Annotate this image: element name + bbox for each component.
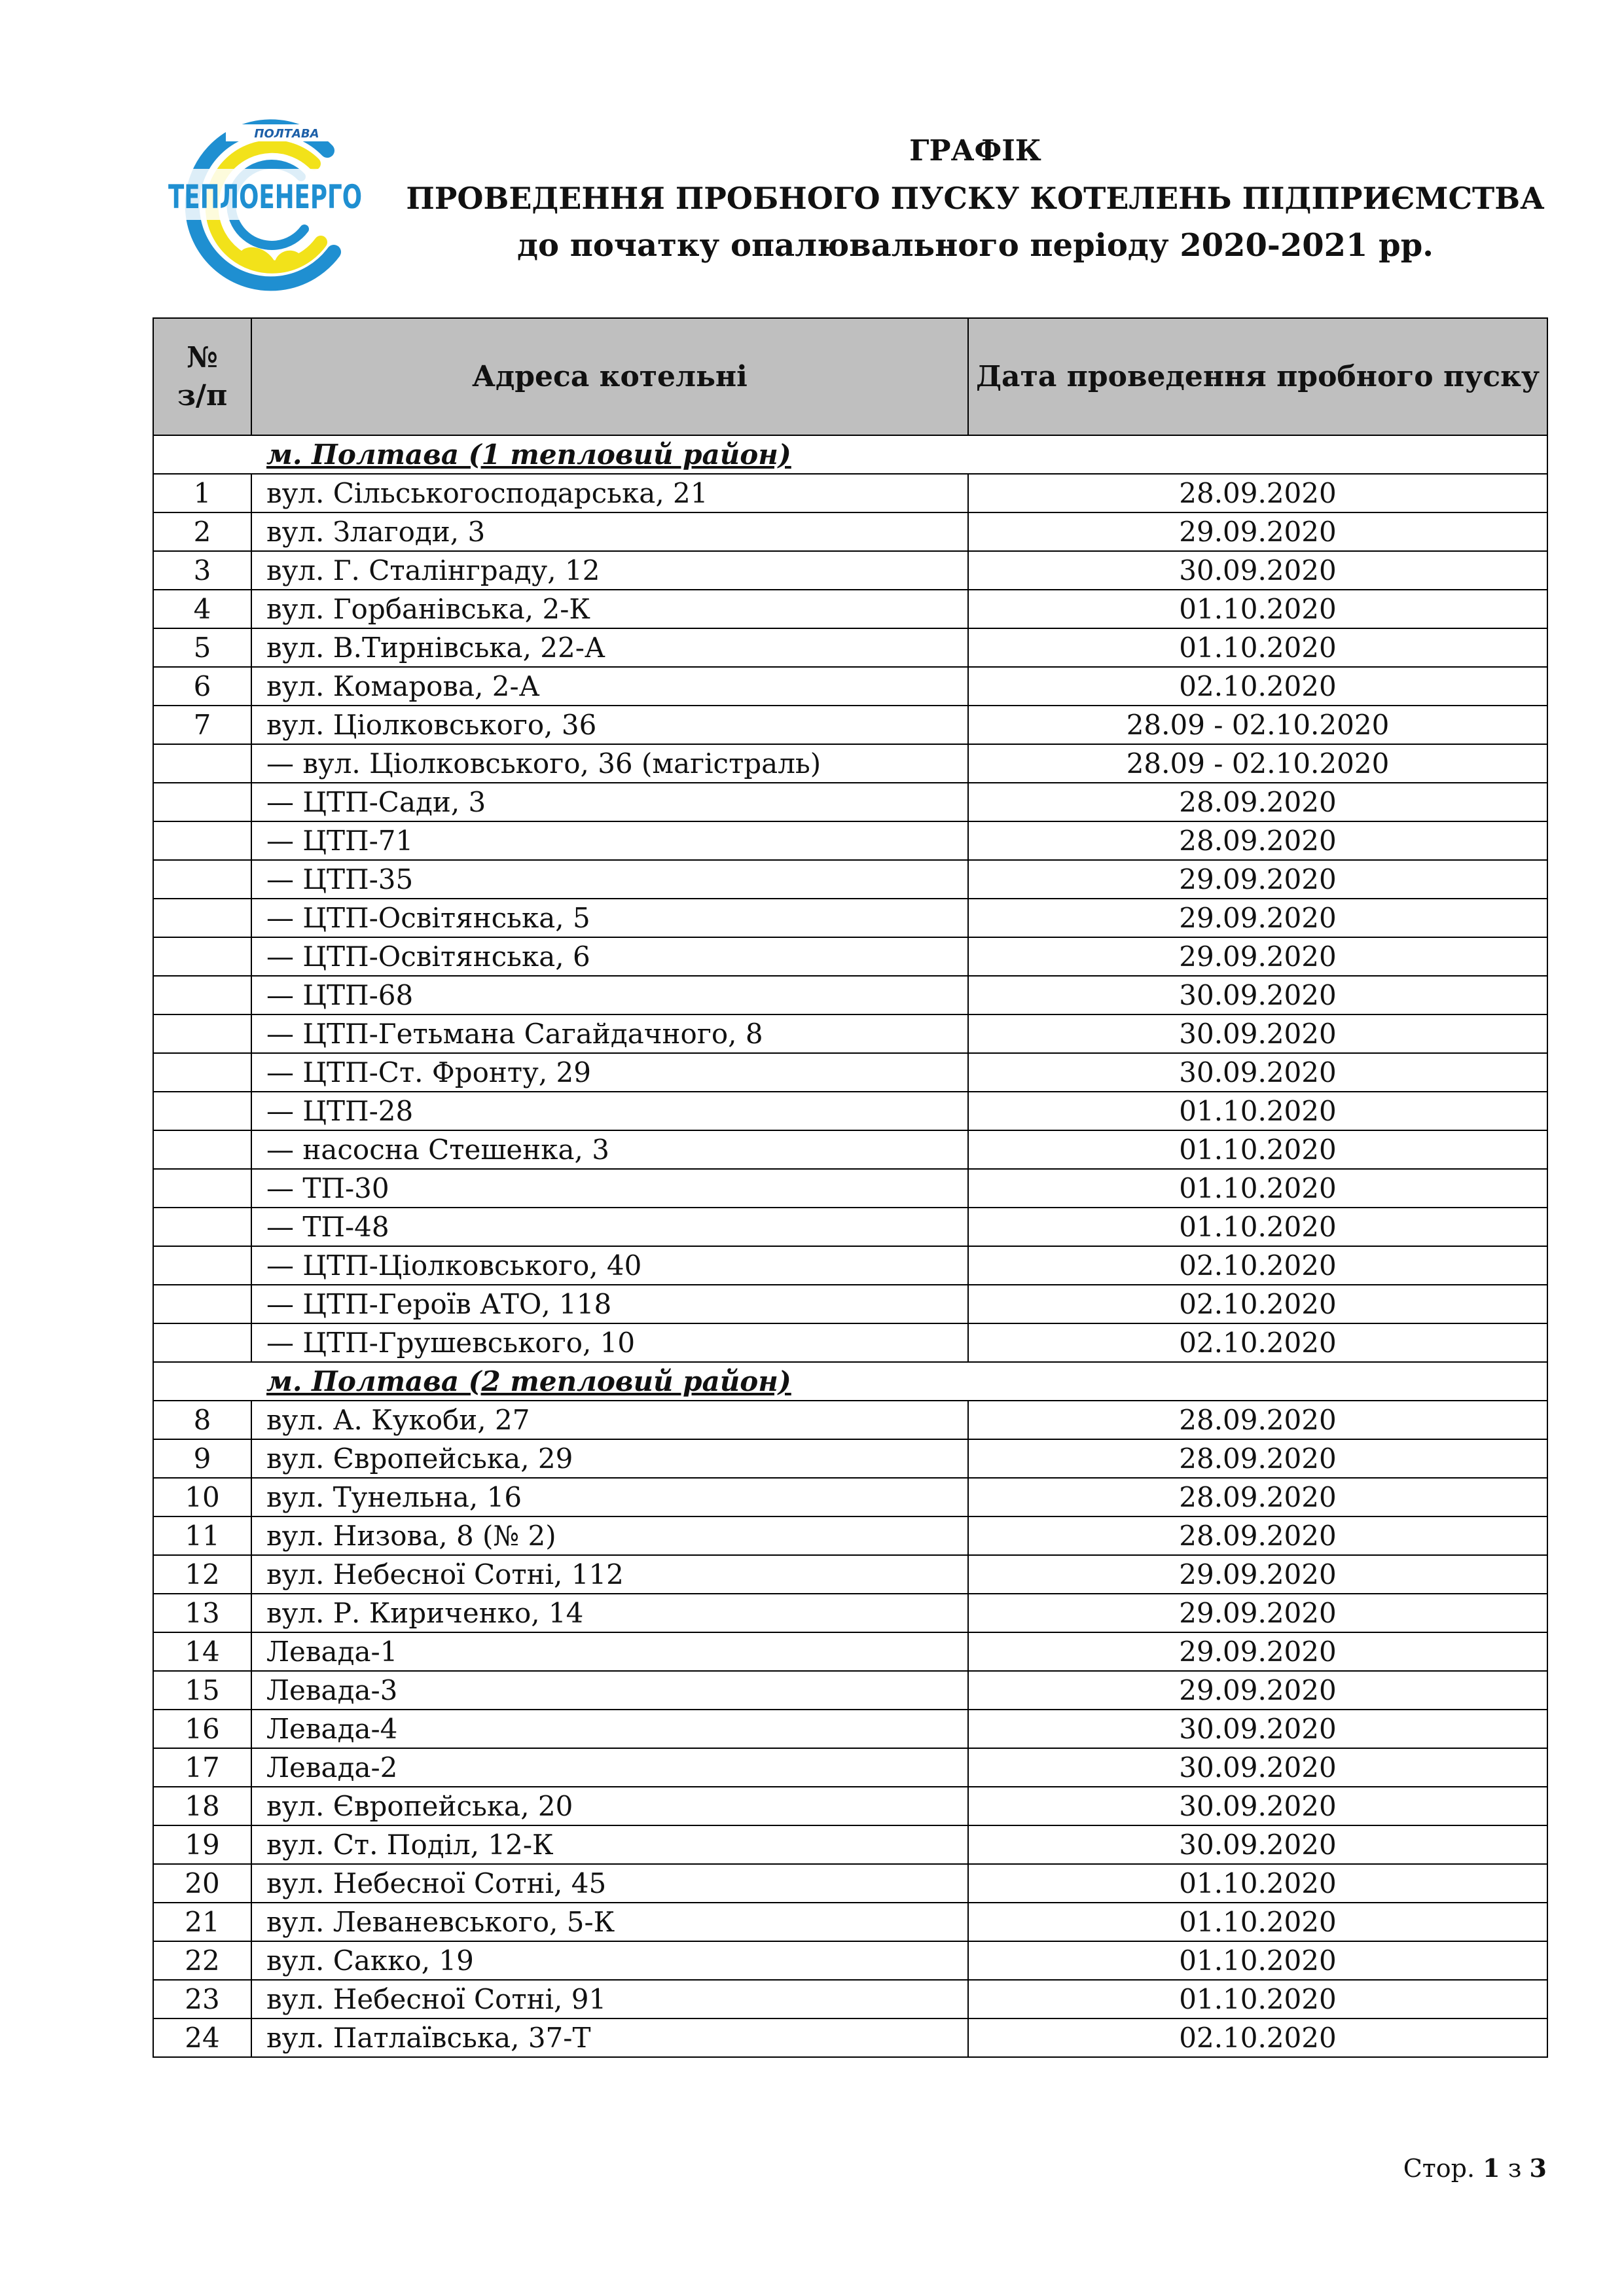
- table-row: [153, 1787, 1547, 1825]
- table-row: [153, 1208, 1547, 1246]
- row-number: 2: [153, 512, 251, 551]
- row-number: [153, 783, 251, 821]
- row-address: вул. Горбанівська, 2-К: [251, 590, 968, 628]
- row-date: 02.10.2020: [968, 1246, 1547, 1285]
- row-address: вул. Леваневського, 5-К: [251, 1903, 968, 1941]
- header-date: Дата проведення пробного пуску: [968, 318, 1547, 435]
- row-date: 01.10.2020: [968, 628, 1547, 667]
- row-address: вул. Європейська, 20: [251, 1787, 968, 1825]
- row-address: вул. Сільськогосподарська, 21: [251, 474, 968, 512]
- row-number: 23: [153, 1980, 251, 2018]
- row-number: 15: [153, 1671, 251, 1710]
- row-address: вул. В.Тирнівська, 22-А: [251, 628, 968, 667]
- table-row: [153, 1710, 1547, 1748]
- row-address: — ЦТП-Освітянська, 6: [251, 937, 968, 976]
- table-row: [153, 1130, 1547, 1169]
- table-row: [153, 706, 1547, 744]
- row-number: 18: [153, 1787, 251, 1825]
- table-row: [153, 512, 1547, 551]
- row-date: 28.09.2020: [968, 1439, 1547, 1478]
- table-row: [153, 899, 1547, 937]
- row-date: 01.10.2020: [968, 1169, 1547, 1208]
- table-row: [153, 551, 1547, 590]
- row-address: — ЦТП-Героїв АТО, 118: [251, 1285, 968, 1323]
- row-address: вул. Небесної Сотні, 45: [251, 1864, 968, 1903]
- row-date: 02.10.2020: [968, 1285, 1547, 1323]
- district-row: [153, 435, 1547, 474]
- table-row: [153, 474, 1547, 512]
- row-number: 7: [153, 706, 251, 744]
- row-date: 30.09.2020: [968, 1748, 1547, 1787]
- header-number: № з/п: [153, 318, 251, 435]
- table-row: [153, 1748, 1547, 1787]
- row-number: 9: [153, 1439, 251, 1478]
- document-title: [393, 128, 1558, 269]
- row-number: [153, 1130, 251, 1169]
- row-address: вул. Сакко, 19: [251, 1941, 968, 1980]
- table-header-row: [153, 318, 1547, 435]
- row-number: [153, 1246, 251, 1285]
- row-address: Левада-1: [251, 1632, 968, 1671]
- row-address: — ТП-30: [251, 1169, 968, 1208]
- row-number: [153, 1208, 251, 1246]
- table-row: [153, 1671, 1547, 1710]
- row-date: 28.09.2020: [968, 783, 1547, 821]
- table-row: [153, 628, 1547, 667]
- row-number: 17: [153, 1748, 251, 1787]
- district-heading: м. Полтава (1 тепловий район): [153, 435, 1547, 474]
- row-date: 01.10.2020: [968, 1208, 1547, 1246]
- row-date: 02.10.2020: [968, 2018, 1547, 2057]
- logo-main-text: ТЕПЛОЕНЕРГО: [168, 178, 362, 216]
- row-address: — ЦТП-Гетьмана Сагайдачного, 8: [251, 1014, 968, 1053]
- table-row: [153, 1439, 1547, 1478]
- table-row: [153, 1014, 1547, 1053]
- row-address: — ЦТП-Ціолковського, 40: [251, 1246, 968, 1285]
- row-number: 16: [153, 1710, 251, 1748]
- row-date: 30.09.2020: [968, 1787, 1547, 1825]
- row-address: вул. Небесної Сотні, 112: [251, 1555, 968, 1594]
- row-number: 8: [153, 1401, 251, 1439]
- row-date: 29.09.2020: [968, 1632, 1547, 1671]
- schedule-table: [153, 317, 1548, 2058]
- table-row: [153, 860, 1547, 899]
- table-body: [153, 435, 1547, 2057]
- row-number: 19: [153, 1825, 251, 1864]
- row-date: 30.09.2020: [968, 976, 1547, 1014]
- row-date: 30.09.2020: [968, 1014, 1547, 1053]
- row-number: 20: [153, 1864, 251, 1903]
- title-line-3: до початку опалювального періоду 2020-2021 рр.: [517, 227, 1434, 264]
- row-date: 29.09.2020: [968, 899, 1547, 937]
- row-address: вул. Ціолковського, 36: [251, 706, 968, 744]
- table-row: [153, 1092, 1547, 1130]
- header-address: Адреса котельні: [251, 318, 968, 435]
- row-address: Левада-2: [251, 1748, 968, 1787]
- row-address: — ЦТП-71: [251, 821, 968, 860]
- row-address: вул. Г. Сталінграду, 12: [251, 551, 968, 590]
- table-row: [153, 1169, 1547, 1208]
- table-row: [153, 667, 1547, 706]
- table-row: [153, 1825, 1547, 1864]
- table-row: [153, 1053, 1547, 1092]
- row-address: вул. А. Кукоби, 27: [251, 1401, 968, 1439]
- row-address: вул. Комарова, 2-А: [251, 667, 968, 706]
- table-row: [153, 1980, 1547, 2018]
- row-address: Левада-4: [251, 1710, 968, 1748]
- row-date: 29.09.2020: [968, 1555, 1547, 1594]
- table-row: [153, 1632, 1547, 1671]
- table-row: [153, 2018, 1547, 2057]
- row-date: 01.10.2020: [968, 1864, 1547, 1903]
- title-line-1: ГРАФІК: [909, 134, 1041, 168]
- company-logo: [164, 111, 367, 288]
- row-number: [153, 899, 251, 937]
- row-address: — вул. Ціолковського, 36 (магістраль): [251, 744, 968, 783]
- row-number: 21: [153, 1903, 251, 1941]
- row-address: вул. Патлаївська, 37-Т: [251, 2018, 968, 2057]
- table-row: [153, 821, 1547, 860]
- table-row: [153, 1246, 1547, 1285]
- row-number: 24: [153, 2018, 251, 2057]
- table-row: [153, 937, 1547, 976]
- row-address: — ЦТП-35: [251, 860, 968, 899]
- row-address: Левада-3: [251, 1671, 968, 1710]
- row-address: вул. Ст. Поділ, 12-К: [251, 1825, 968, 1864]
- row-number: [153, 976, 251, 1014]
- logo-small-text: ПОЛТАВА: [254, 127, 319, 141]
- row-address: — ЦТП-Грушевського, 10: [251, 1323, 968, 1362]
- row-date: 28.09.2020: [968, 821, 1547, 860]
- row-date: 01.10.2020: [968, 1903, 1547, 1941]
- row-date: 30.09.2020: [968, 1710, 1547, 1748]
- row-date: 02.10.2020: [968, 1323, 1547, 1362]
- table-row: [153, 744, 1547, 783]
- row-date: 01.10.2020: [968, 1092, 1547, 1130]
- row-number: 14: [153, 1632, 251, 1671]
- row-number: [153, 860, 251, 899]
- row-number: 1: [153, 474, 251, 512]
- row-address: вул. Тунельна, 16: [251, 1478, 968, 1516]
- table-row: [153, 1478, 1547, 1516]
- row-number: 5: [153, 628, 251, 667]
- row-date: 28.09.2020: [968, 474, 1547, 512]
- row-number: [153, 744, 251, 783]
- row-date: 29.09.2020: [968, 1594, 1547, 1632]
- table-row: [153, 590, 1547, 628]
- row-date: 29.09.2020: [968, 1671, 1547, 1710]
- table-row: [153, 1285, 1547, 1323]
- row-date: 29.09.2020: [968, 860, 1547, 899]
- table-row: [153, 1323, 1547, 1362]
- row-date: 28.09.2020: [968, 1401, 1547, 1439]
- row-number: [153, 1169, 251, 1208]
- district-heading: м. Полтава (2 тепловий район): [153, 1362, 1547, 1401]
- row-date: 28.09 - 02.10.2020: [968, 706, 1547, 744]
- row-number: [153, 1014, 251, 1053]
- title-line-2: ПРОВЕДЕННЯ ПРОБНОГО ПУСКУ КОТЕЛЕНЬ ПІДПРИЄМСТВА: [406, 181, 1545, 216]
- table-row: [153, 1864, 1547, 1903]
- row-date: 01.10.2020: [968, 590, 1547, 628]
- row-date: 01.10.2020: [968, 1941, 1547, 1980]
- row-number: 6: [153, 667, 251, 706]
- row-date: 28.09.2020: [968, 1516, 1547, 1555]
- table-row: [153, 1594, 1547, 1632]
- row-address: — ТП-48: [251, 1208, 968, 1246]
- row-address: — ЦТП-68: [251, 976, 968, 1014]
- row-date: 28.09 - 02.10.2020: [968, 744, 1547, 783]
- table-row: [153, 1941, 1547, 1980]
- row-date: 01.10.2020: [968, 1130, 1547, 1169]
- row-number: 3: [153, 551, 251, 590]
- row-address: вул. Європейська, 29: [251, 1439, 968, 1478]
- table-row: [153, 783, 1547, 821]
- district-row: [153, 1362, 1547, 1401]
- row-number: 22: [153, 1941, 251, 1980]
- table-row: [153, 1555, 1547, 1594]
- table-row: [153, 1903, 1547, 1941]
- table-row: [153, 1401, 1547, 1439]
- row-address: вул. Низова, 8 (№ 2): [251, 1516, 968, 1555]
- table-row: [153, 1516, 1547, 1555]
- row-date: 29.09.2020: [968, 512, 1547, 551]
- page-number: Стор. 1 з 3: [1403, 2153, 1547, 2183]
- row-number: 13: [153, 1594, 251, 1632]
- row-number: 10: [153, 1478, 251, 1516]
- row-number: 4: [153, 590, 251, 628]
- row-date: 30.09.2020: [968, 1053, 1547, 1092]
- row-number: 11: [153, 1516, 251, 1555]
- row-number: [153, 937, 251, 976]
- row-date: 02.10.2020: [968, 667, 1547, 706]
- table-row: [153, 976, 1547, 1014]
- row-address: — ЦТП-Сади, 3: [251, 783, 968, 821]
- row-number: [153, 821, 251, 860]
- row-address: вул. Небесної Сотні, 91: [251, 1980, 968, 2018]
- row-number: [153, 1053, 251, 1092]
- row-address: — ЦТП-Освітянська, 5: [251, 899, 968, 937]
- row-date: 01.10.2020: [968, 1980, 1547, 2018]
- row-address: вул. Р. Кириченко, 14: [251, 1594, 968, 1632]
- row-address: вул. Злагоди, 3: [251, 512, 968, 551]
- row-date: 28.09.2020: [968, 1478, 1547, 1516]
- row-number: 12: [153, 1555, 251, 1594]
- row-date: 29.09.2020: [968, 937, 1547, 976]
- row-address: — ЦТП-Ст. Фронту, 29: [251, 1053, 968, 1092]
- row-address: — насосна Стешенка, 3: [251, 1130, 968, 1169]
- row-number: [153, 1285, 251, 1323]
- row-address: — ЦТП-28: [251, 1092, 968, 1130]
- row-date: 30.09.2020: [968, 551, 1547, 590]
- row-date: 30.09.2020: [968, 1825, 1547, 1864]
- row-number: [153, 1323, 251, 1362]
- row-number: [153, 1092, 251, 1130]
